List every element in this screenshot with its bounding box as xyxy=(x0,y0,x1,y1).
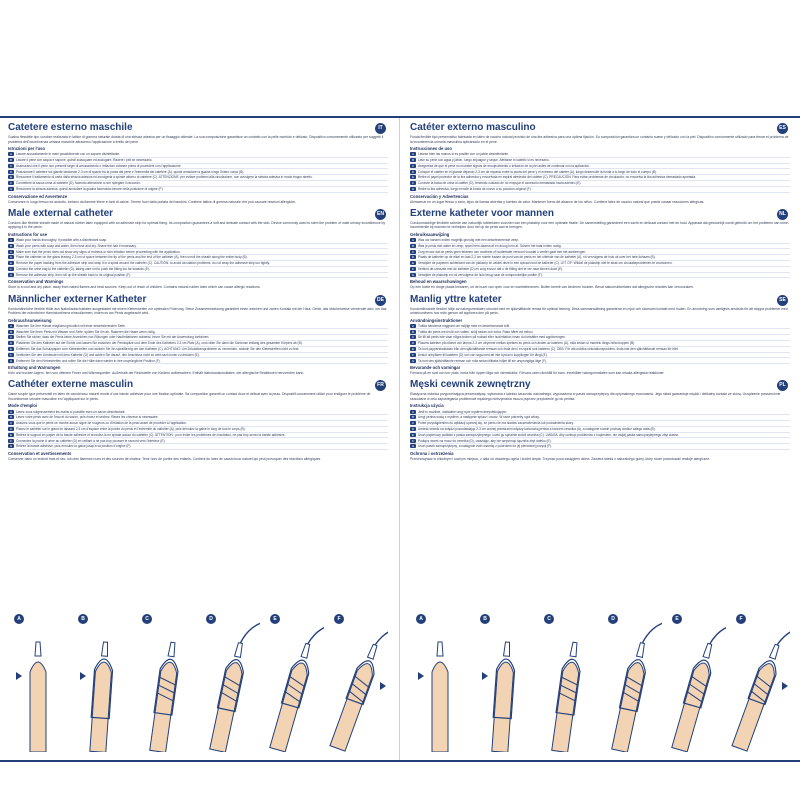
step-letter: C xyxy=(411,421,415,426)
instruction-step xyxy=(410,273,790,279)
step-letter: B xyxy=(411,243,414,248)
step-letter: B xyxy=(9,415,12,420)
step-text: Umieść cewnik na żołędzi pozostawiając 2-3 cm wolnej przestrzeni między końcówką penisa a końcem cewnika (A), a następnie rozwiń pochwę wzdłuż całego ciała (B). xyxy=(418,427,656,432)
language-badge: DE xyxy=(375,295,386,306)
step-text: Connect the urine bag to the catheter (D), taking care not to push the fitting too far towards (E). xyxy=(16,267,150,272)
step-letter: F xyxy=(410,353,416,357)
step-letter: D xyxy=(9,341,13,346)
section-intro: Condoomachtige flexibele schede van natuurlijk rubberlatex voorzien van een plakstrip voor een optimale fixatie. De samenstelling garandeert een zacht en delicaat contact met de huid. Apparaat dat gewoonlijk wordt gebruikt om het probleem van urine-incontinentie bij mannen te verhelpen door het op de penis aan te brengen. xyxy=(410,220,790,230)
top-rule xyxy=(0,116,800,118)
conservation-text: Przechowywać w chłodnym i suchym miejscu, z dala od otwartego ognia i źródeł ciepła. Trzymać poza zasięgiem dzieci. Zawiera lateks z naturalnego gumy, który może powodować reakcje alergiczne. xyxy=(410,456,711,461)
step-text: Conecte la bolsa de orina al catéter (D), teniendo cuidado de no empujar el accesorio demasiado hacia adentro (E). xyxy=(418,181,582,186)
language-badge: FR xyxy=(375,380,386,391)
application-figure-c xyxy=(136,612,186,752)
instruction-step xyxy=(410,444,790,450)
step-text: Lávese bien las manos si es posible con un jabón desinfectante. xyxy=(418,152,509,157)
direction-arrow-icon xyxy=(782,682,788,690)
step-letter: A xyxy=(9,409,12,414)
step-text: Lavez-vous soigneusement les mains si possible avec un savon désinfectant. xyxy=(16,409,126,414)
step-letter: F xyxy=(8,353,14,357)
step-letter: C xyxy=(411,249,415,254)
section-title: Catetere esterno maschile xyxy=(8,122,133,133)
penis-catheter-illustration xyxy=(474,612,534,752)
step-letter: C xyxy=(9,335,13,340)
instructions-heading: Gebruiksaanwijzing xyxy=(410,231,450,237)
step-text: Lavare il pene con acqua e sapone, quindi sciacquare ed asciugare. Radere i peli se necessario. xyxy=(16,158,153,163)
instruction-step xyxy=(8,358,388,364)
section-title: Manlig yttre kateter xyxy=(410,293,502,305)
step-text: Usuń papierowy podkład z paska samoprzylepnego i owiń go spiralnie wokół cewnika (C). UWAGA: Aby uniknąć problemów z krążeniem, nie owijaj paska samoprzylepnego zbyt ciasno. xyxy=(418,432,680,437)
step-letter: G xyxy=(411,187,415,192)
step-text: Plaats de katheter op de eikel en laat 2-3 cm ruimte tussen de punt van de penis en het uiteinde van de katheter (A), rol vervolgens de huls uit over het hele lichaam (B). xyxy=(418,255,656,260)
conservation-text: Almacenar en un lugar fresco y seco, lejos de llamas abiertas y fuentes de calor. Mantener fuera del alcance de los niños. Contiene látex de caucho natural que puede causar reacciones alérgicas. xyxy=(410,199,705,204)
step-letter: G xyxy=(9,358,13,363)
step-text: Przed przystąpieniem do aplikacji upewnij się, że penis nie ma śladów zaczerwienienia lub podrażnienia skóry. xyxy=(418,421,574,426)
step-text: Connettere la sacca urina al catetere (D), facendo attenzione a non ripiegare il raccordo. xyxy=(16,181,141,186)
figure-label: A xyxy=(416,614,426,624)
step-letter: E xyxy=(9,347,12,352)
step-letter: D xyxy=(411,341,415,346)
figure-label: F xyxy=(736,614,746,624)
instruction-step xyxy=(410,358,790,364)
step-letter: C xyxy=(9,249,13,254)
step-letter: D xyxy=(9,427,13,432)
step-text: Ta bort den självhäftande remsan och rulla sedan tillbaka höljet till sin ursprungliga läge (F). xyxy=(418,358,547,363)
section-title: Catéter externo masculino xyxy=(410,122,536,133)
conservation-text: Förvara på en sval och torr plats, borta från öppen låga och värmekällor. Förvara utom räckhåll för barn. Innehåller naturgummilatex som kan orsaka allergiska reaktioner. xyxy=(410,371,665,376)
instructions-heading: Gebrauchsanweisung xyxy=(8,317,52,323)
step-text: Lavez votre pénis avec de l'eau et du savon, puis rincez et séchez. Rasez les cheveux si nécessaire. xyxy=(16,415,159,420)
step-letter: A xyxy=(411,409,414,414)
step-text: Platzieren Sie den Katheter auf der Eichel und lassen Sie zwischen der Penisspitze und dem Ende des Katheters 2-3 cm Platz (A), und rollen Sie dann die Schleuse entlang des gesamten Körpers ab (B). xyxy=(16,341,303,346)
instruction-step xyxy=(8,187,388,193)
step-letter: E xyxy=(411,175,414,180)
conservation-heading: Conservation and Warnings xyxy=(8,279,64,285)
instruction-step xyxy=(8,444,388,450)
step-letter: D xyxy=(411,427,415,432)
language-badge: ES xyxy=(777,123,788,134)
fold-line xyxy=(399,118,400,760)
step-text: Make sure that the penis does not show any signs of redness or skin irritation before proceeding with the application. xyxy=(16,249,181,254)
step-letter: E xyxy=(411,261,414,266)
step-text: Retirez la bande adhésive, puis enroulez la gaine jusqu'à sa position d'origine (F). xyxy=(16,444,132,449)
step-text: Umyj penisa wodą z mydłem, a następnie spłucz i osusz. W razie potrzeby ogol włosy. xyxy=(418,415,540,420)
step-text: Rimuovere il trattamento di carta dalla striscia adesiva ed avvolgerla a spirale attorno al catetere (C). ATTENZIONE: per evitare problemi alla circolazione, non avvolgere la striscia adesiva in modo troppo stretto. xyxy=(16,175,313,180)
step-text: Entfernen Sie das Schutzpapier vom Klebestreifen und wickeln Sie ihn spiralförmig um den Katheter (C). ACHTUNG: Um Zirkulationsprobleme zu vermeiden, wickeln Sie den Klebestreifen nicht zu fest. xyxy=(16,347,300,352)
step-text: Wash your hands thoroughly, if possible with a disinfectant soap. xyxy=(16,238,108,243)
instructions-heading: Istruzioni per l'uso xyxy=(8,146,46,151)
step-text: Anslut urinpåsen till katetern (D) och var noga med att inte trycka in kopplingen för långt (E). xyxy=(418,352,548,357)
section-intro: Condom-like flexible sheath made of natural rubber latex equipped with an adhesive strip for optimal fixing. Its composition guarantees a soft and delicate contact with the skin. Device commonly used to stem the problem of male urinary incontinence by applying it to the penis. xyxy=(8,220,386,230)
conservation-text: Store in a cool and dry place, away from naked flames and heat sources. Keep out of reach of children. Contains natural rubber latex which can cause allergic reactions. xyxy=(8,285,261,290)
penis-catheter-illustration xyxy=(666,612,726,752)
conservation-heading: Behoud en waarschuwingen xyxy=(410,279,467,285)
language-badge: IT xyxy=(375,123,386,134)
step-letter: B xyxy=(411,329,414,334)
step-letter: C xyxy=(9,163,13,168)
section-title: Male external catheter xyxy=(8,207,114,219)
step-letter: F xyxy=(410,267,416,271)
direction-arrow-icon xyxy=(16,672,22,680)
step-letter: B xyxy=(411,415,414,420)
step-letter: G xyxy=(411,444,415,449)
step-text: Podłącz worek na mocz do cewnika (D), uważając, aby nie wepchnąć łącznika zbyt daleko (E). xyxy=(418,438,552,443)
step-text: Was uw handen indien mogelijk grondig met een desinfecterende zeep. xyxy=(418,238,519,243)
section-intro: Funda flexible tipo preservativo fabricada en látex de caucho natural provisto de una tira adhesiva para una óptima fijación. Su composición garantiza un contacto suave y delicado con la piel. Dispositivo comúnmente utilizado para frenar el problema de la incontinencia urinaria masculina aplicándolo en el pene. xyxy=(410,135,789,144)
step-letter: F xyxy=(410,439,416,443)
step-letter: B xyxy=(411,158,414,163)
step-letter: A xyxy=(411,323,414,328)
conservation-heading: Bevarande och varningar xyxy=(410,365,461,371)
step-text: Place the catheter on the glans leaving 2-3 cm of space between the tip of the penis and the end of the catheter (A), then unroll the sheath along the entire body (B). xyxy=(16,255,248,260)
instructions-heading: Användningsinstruktioner xyxy=(410,317,463,323)
step-text: Wash your penis with soap and water, then rinse and dry. Shave the hair if necessary. xyxy=(16,243,137,248)
step-letter: G xyxy=(9,272,13,277)
section-intro: Kondomliknande flexibel hölje av naturgummilatex utrustat med en självhäftande remsa för optimal fixering. Dess sammansättning garanterar en mjuk och skonsam kontakt med huden. En anordning som vanligtvis används för att stoppa problemet med urininkontinens hos män genom att applicera den på penis. xyxy=(410,306,788,316)
step-text: Coloque el catéter en el glande dejando 2-3 cm de espacio entre la punta del pene y el extremo del catéter (A), luego desenrolle la funda a lo largo de todo el cuerpo (B). xyxy=(418,169,657,174)
step-letter: B xyxy=(9,329,12,334)
step-text: Zorg ervoor dat de penis geen tekenen van roodheid of huidirritatie vertoont voordat u verder gaat met het aanbrengen. xyxy=(418,249,587,254)
step-letter: G xyxy=(9,187,13,192)
penis-catheter-illustration xyxy=(72,612,132,752)
conservation-text: Op een koele en droge plaats bewaren, uit de buurt van open vuur en warmtebronnen. Buiten bereik van kinderen houden. Bevat natuurrubberlatex dat allergische reacties kan veroorzaken. xyxy=(410,285,694,290)
step-text: Verbinden Sie den Urinbeutel mit dem Katheter (D) und achten Sie darauf, den Anschluss nicht zu weit nach innen zu drücken (E). xyxy=(16,352,200,357)
application-figure-b xyxy=(72,612,122,752)
penis-catheter-illustration xyxy=(602,612,662,752)
instruction-section-pl xyxy=(410,379,790,461)
instruction-section-nl xyxy=(410,208,790,290)
step-letter: G xyxy=(411,358,415,363)
conservation-heading: Conservación y Advertencias xyxy=(410,193,469,199)
section-intro: Elastyczna osłonka przypominająca prezerwatywę, wykonana z lateksu kauczuku naturalnego, wyposażona w pasek samoprzylepny dla optymalnego mocowania. Jego skład gwarantuje miękki i delikatny kontakt ze skórą. Urządzenie powszechnie stosowane w celu zapobiegania problemowi męskiego nietrzymania moczu poprzez przyłożenie go do penisa. xyxy=(410,392,781,401)
instruction-section-en xyxy=(8,208,388,290)
section-intro: Guaina flessibile tipo condom realizzata in lattice di gomma naturale dotata di una striscia adesiva per un fissaggio ottimale. La sua composizione garantisce un contatto con la pelle morbido e delicato. Dispositivo comunemente utilizzato per soggetti il problema dell'incontinenza urinaria maschile attraverso l'applicazione a livello del pene. xyxy=(8,135,384,144)
conservation-text: Conserver dans un endroit frais et sec, loin des flammes nues et des sources de chaleur. Tenir hors de portée des enfants. Contient du latex de caoutchouc naturel qui peut provoquer des réactions allergiques. xyxy=(8,456,322,461)
application-figure-f xyxy=(730,612,780,752)
step-letter: G xyxy=(411,272,415,277)
step-text: Retire el papel protector de la tira adhesiva y envuélvala en espiral alrededor del catéter (C). PRECAUCIÓN: Para evitar problemas de circulación, no envuelva la tira adhesiva demasiado apretada. xyxy=(418,175,696,180)
step-text: Lavare accuratamente le mani possibilmente con un sapone disinfettante. xyxy=(16,152,121,157)
instruction-step xyxy=(8,273,388,279)
step-letter: C xyxy=(411,335,415,340)
step-letter: F xyxy=(8,181,14,185)
step-text: Entfernen Sie den Klebestreifen und rollen Sie die Hülle dann wieder in ihre ursprüngliche Position (F). xyxy=(16,358,161,363)
step-text: Waschen Sie Ihre Hände möglichst gründlich mit einer desinfizierenden Seife. xyxy=(16,323,126,328)
step-letter: C xyxy=(9,421,13,426)
direction-arrow-icon xyxy=(380,682,386,690)
step-text: Ta bort pappersbaksidan från den självhäftande remsan och linda den i en spiral runt katetern (C). OBS: För att undvika cirkulationsproblem, linda inte den självhäftande remsan för hårt. xyxy=(418,347,679,352)
step-letter: E xyxy=(9,432,12,437)
blank-header-area xyxy=(0,0,800,115)
figure-label: D xyxy=(206,614,216,624)
step-text: Assicurarsi che il pene non presenti segni di arrossamento o irritazioni cutanee prima di procedere con l'applicazione. xyxy=(16,163,182,168)
left-illustration-strip xyxy=(4,612,394,752)
step-text: Verbind de urinezak met de katheter (D) en zorg ervoor dat u de fitting niet te ver naar binnen duwt (E). xyxy=(418,267,564,272)
step-text: Stellen Sie sicher, dass der Penis keine Anzeichen von Rötungen oder Hautirritationen aufweist, bevor Sie mit der Anwendung fortfahren. xyxy=(16,335,210,340)
conservation-heading: Ochrona i ostrzeżenia xyxy=(410,450,454,456)
conservation-text: Conservare in luogo fresco ed asciutto, lontano da fiamme libere e fonti di calore. Tenere fuori dalla portata dei bambini. Contiene lattice di gomma naturale che può causare reazioni allergiche. xyxy=(8,199,296,204)
step-text: Lave su pene con agua y jabón, luego enjuague y seque. Afeitarse el cabello si es necesario. xyxy=(418,158,550,163)
figure-label: B xyxy=(78,614,88,624)
instructions-heading: Mode d'emploi xyxy=(8,403,38,409)
conservation-heading: Erhaltung und Warnungen xyxy=(8,365,61,371)
step-letter: A xyxy=(411,238,414,243)
direction-arrow-icon xyxy=(482,672,488,680)
section-title: Męski cewnik zewnętrzny xyxy=(410,379,531,391)
section-intro: Kondomähnliche flexible Hülle aus Naturkautschuklatex ausgestattet mit einem Klebestreifen zur optimalen Fixierung. Seine Zusammensetzung garantiert einen weichen und zarten Kontakt mit der Haut. Gerät, das üblicherweise verwendet wird, um das Problem der männlichen Harninkontinenz einzudämmen, indem es am Penis angebracht wird. xyxy=(8,306,387,316)
step-letter: C xyxy=(411,163,415,168)
language-badge: PL xyxy=(777,380,788,391)
step-letter: F xyxy=(8,267,14,271)
penis-catheter-illustration xyxy=(410,612,470,752)
section-intro: Gaine souple type préservatif en latex de caoutchouc naturel munie d'une bande adhésive pour une fixation optimale. Sa composition garantit un contact doux et délicat avec la peau. Dispositif couramment utilisé pour endiguer le problème de l'incontinence urinaire masculine en l'appliquant sur le pénis. xyxy=(8,392,371,401)
step-text: Assurez-vous que le pénis ne montre aucun signe de rougeurs ou d'irritation de la peau avant de procéder à l'application. xyxy=(16,421,187,426)
step-letter: F xyxy=(8,439,14,443)
penis-catheter-illustration xyxy=(136,612,196,752)
step-text: Verwijder de papieren achterkant van de plakstrip en wikkel deze in een spiraal rond de katheter (C). LET OP: Wikkel de plakstrip niet te strak om circulatieproblemen te voorkomen. xyxy=(418,261,673,266)
step-text: Placera katetern på ollonet och lämna 2-3 cm utrymme mellan spetsen av penis och änden av katetern (A), rulla sedan ut manteln längs hela kroppen (B). xyxy=(418,341,636,346)
language-badge: NL xyxy=(777,209,788,220)
bottom-rule xyxy=(0,760,800,762)
step-text: Waschen Sie Ihren Penis mit Wasser und Seife, spülen Sie ihn ab. Rasieren die Haare wenn nötig. xyxy=(16,329,156,334)
language-badge: SE xyxy=(777,295,788,306)
direction-arrow-icon xyxy=(80,672,86,680)
step-letter: G xyxy=(9,444,13,449)
step-letter: A xyxy=(9,238,12,243)
instructions-heading: Instructions for use xyxy=(8,231,48,237)
step-text: Usuń pasek samoprzylepny, a następnie zwiń osłonkę z powrotem do jej pierwotnej pozycji (F). xyxy=(418,444,553,449)
step-text: Rimuovere la striscia adesiva, quindi arrotolare la guaina facendola tornare nella posizione di origine (F). xyxy=(16,187,164,192)
application-figure-b xyxy=(474,612,524,752)
step-text: Placez le cathéter sur le gland en laissant 2-3 cm d'espace entre la pointe du pénis et l'extrémité du cathéter (A), puis déroulez la gaine le long de tout le corps (B). xyxy=(16,427,246,432)
application-figure-d xyxy=(200,612,250,752)
step-letter: D xyxy=(9,255,13,260)
conservation-heading: Conservation et avertissements xyxy=(8,450,72,456)
instruction-step xyxy=(410,187,790,193)
application-figure-d xyxy=(602,612,652,752)
instruction-section-it xyxy=(8,122,388,204)
section-title: Externe katheter voor mannen xyxy=(410,207,554,219)
step-text: Connectez la poche à urine au cathéter (D) en veillant à ne pas trop pousser le raccord vers l'intérieur (E). xyxy=(16,438,166,443)
step-letter: E xyxy=(411,432,414,437)
language-badge: EN xyxy=(375,209,386,220)
direction-arrow-icon xyxy=(418,672,424,680)
step-letter: D xyxy=(411,169,415,174)
figure-label: E xyxy=(270,614,280,624)
step-text: Se till att penis inte visar några tecken på rodnad eller hudirritation innan du fortsätter med appliceringen. xyxy=(418,335,566,340)
right-illustration-strip xyxy=(406,612,796,752)
penis-catheter-illustration xyxy=(8,612,68,752)
instructions-heading: Instrukcja użycia xyxy=(410,403,444,409)
figure-label: A xyxy=(14,614,24,624)
instructions-heading: Instrucciones de uso xyxy=(410,146,452,151)
step-letter: D xyxy=(411,255,415,260)
step-letter: E xyxy=(411,347,414,352)
step-letter: B xyxy=(9,243,12,248)
step-text: Was je penis met water en zeep, spoel hem daarna af en droog hem af. Scheer het haar indien nodig. xyxy=(418,243,562,248)
step-letter: A xyxy=(9,323,12,328)
step-text: Retirez le support en papier de la bande adhésive et enroulez-la en spirale autour du cathéter (C). ATTENTION : pour éviter les problèmes de circulation, ne pas trop serrer la bande adhésive. xyxy=(16,432,286,437)
penis-catheter-illustration xyxy=(328,612,388,752)
step-text: Posizionare il catetere sul glande lasciando 2-3 cm di spazio tra la punta del pene e l'estremità del catetere (A), quindi arrotolare la guaina lungo l'intero corpo (B). xyxy=(16,169,245,174)
step-text: Jeśli to możliwe, dokładnie umyj ręce mydłem dezynfekującym. xyxy=(418,409,508,414)
instruction-section-se xyxy=(410,294,790,376)
step-text: Tvätta din penis med tvål och vatten, skölj sedan och torka. Raka håret vid behov. xyxy=(418,329,534,334)
step-letter: A xyxy=(411,152,414,157)
step-text: Remove the paper backing from the adhesive strip and wrap it in a spiral around the catheter (C). CAUTION: to avoid circulation problems, do not wrap the adhesive strip too tightly. xyxy=(16,261,270,266)
penis-catheter-illustration xyxy=(538,612,598,752)
step-text: Asegúrese de que el pene no muestre signos de enrojecimiento o irritación de la piel antes de continuar con la aplicación. xyxy=(418,163,590,168)
application-figure-e xyxy=(264,612,314,752)
section-title: Cathéter externe masculin xyxy=(8,379,134,391)
conservation-heading: Conservazione ed Avvertenze xyxy=(8,193,68,199)
figure-label: C xyxy=(142,614,152,624)
instruction-section-fr xyxy=(8,379,388,461)
step-letter: A xyxy=(9,152,12,157)
step-text: Retire la tira adhesiva, luego enrolle la funda de nuevo a su posición original (F). xyxy=(418,187,532,192)
figure-label: F xyxy=(334,614,344,624)
instruction-section-es xyxy=(410,122,790,204)
figure-label: C xyxy=(544,614,554,624)
application-figure-a xyxy=(410,612,460,752)
step-letter: B xyxy=(9,158,12,163)
step-text: Verwijder de plakstrip en rol vervolgens de huls terug naar de oorspronkelijke positie (F). xyxy=(418,272,543,277)
instruction-section-de xyxy=(8,294,388,376)
step-text: Tvätta händerna noggrant om möjligt med en desinficerande tvål. xyxy=(418,323,510,328)
section-title: Männlicher externer Katheter xyxy=(8,293,147,305)
step-letter: D xyxy=(9,169,13,174)
step-letter: E xyxy=(9,175,12,180)
penis-catheter-illustration xyxy=(264,612,324,752)
application-figure-c xyxy=(538,612,588,752)
conservation-text: Kühl und trocken lagern, fern von offenem Feuer und Wärmequellen. Außerhalb der Reichweite von Kindern aufbewahren. Enthält Naturkautschuklatex, der allergische Reaktionen hervorrufen kann. xyxy=(8,371,305,376)
step-letter: F xyxy=(410,181,416,185)
penis-catheter-illustration xyxy=(200,612,260,752)
step-text: Remove the adhesive strip, then roll up the sheath back to its original position (F). xyxy=(16,272,132,277)
figure-label: D xyxy=(608,614,618,624)
application-figure-f xyxy=(328,612,378,752)
application-figure-a xyxy=(8,612,58,752)
penis-catheter-illustration xyxy=(730,612,790,752)
figure-label: E xyxy=(672,614,682,624)
step-letter: E xyxy=(9,261,12,266)
application-figure-e xyxy=(666,612,716,752)
figure-label: B xyxy=(480,614,490,624)
